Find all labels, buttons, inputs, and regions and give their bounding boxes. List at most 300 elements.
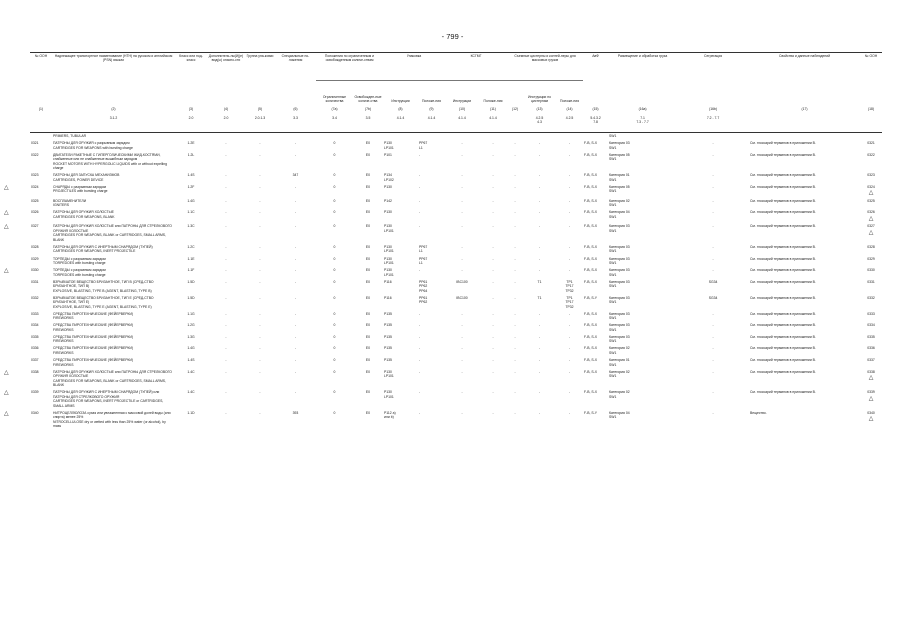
un-number-text: 0337 <box>31 358 39 363</box>
cell-ibc-instruction <box>445 279 479 295</box>
excepted-quantity-text: E0 <box>365 346 371 351</box>
cell-limited-quantity <box>316 267 353 279</box>
un-number-text: 0323 <box>31 173 39 178</box>
ems-code-text: F-B, S-X <box>584 268 598 273</box>
cell-stowage <box>608 133 677 141</box>
cell-special-provisions <box>275 357 316 369</box>
packing-instruction-text: P135 <box>384 334 392 339</box>
cell-un-number <box>30 345 52 357</box>
cell-un-number <box>30 295 52 311</box>
cell-properties <box>749 184 860 198</box>
cell-properties <box>749 334 860 346</box>
segregation-text: - <box>712 369 714 374</box>
cell-shipping-name <box>52 140 175 152</box>
cell-packing-instruction <box>383 311 421 323</box>
cell-subsidiary-hazard <box>207 184 245 198</box>
cell-tank-instruction <box>523 322 556 334</box>
cell-ibc-instruction <box>445 152 479 173</box>
cell-subsidiary-hazard <box>207 223 245 244</box>
stowage-text: Категория 03 SW1 <box>609 279 630 289</box>
hdr-un-number-right: № ООН <box>864 53 878 58</box>
stowage-text: Категория 04 SW1 <box>609 410 630 420</box>
excepted-quantity-text: E0 <box>365 210 371 215</box>
cell-excepted-quantity <box>353 223 383 244</box>
cell-special-provisions <box>275 223 316 244</box>
packing-instruction-text: P112 a) или b) <box>384 410 396 420</box>
tank-provision-text: - <box>568 358 571 363</box>
cell-shipping-name <box>52 322 175 334</box>
cell-un-number-right <box>860 209 882 223</box>
cell-packing-instruction <box>383 295 418 311</box>
cell-tank-instruction <box>523 184 556 198</box>
cell-stowage <box>608 198 677 210</box>
cell-properties <box>749 311 860 323</box>
segregation-text: - <box>712 210 714 215</box>
cell-special-provisions <box>275 369 316 390</box>
cell-packing-group <box>245 345 275 357</box>
change-marker-right-icon: △ <box>868 190 874 197</box>
col-12-text: - <box>514 279 516 284</box>
cell-un-number <box>30 133 52 141</box>
cell-shipping-name <box>52 345 175 357</box>
cell-ibc-instruction <box>445 334 479 346</box>
cell-col-12 <box>507 184 523 198</box>
cell-ems-code <box>583 357 608 369</box>
ibc-instruction-text: IBC100 <box>456 279 468 284</box>
un-number-right-text: 0332 <box>867 295 875 300</box>
cell-tank-provision <box>556 279 583 295</box>
table-row <box>30 334 882 346</box>
packing-instruction-text: P101 <box>384 152 392 157</box>
cell-packing-group <box>245 389 275 410</box>
table-row <box>30 345 882 357</box>
un-number-right-text: 0324 <box>867 184 875 189</box>
cell-un-number <box>30 311 52 323</box>
special-provisions-text: - <box>294 279 297 284</box>
cell-ibc-provision <box>479 223 507 244</box>
shipping-name-text: ВЗРЫВЧАТОЕ ВЕЩЕСТВО БРИЗАНТНОЕ, ТИП В (СРЕД-СТВО БРИЗАНТНОЕ, ТИП В) EXPLOSIVE, BLASTING, TYPE B (AGENT, BLASTING, TYPE B) <box>53 279 154 293</box>
cell-subsidiary-hazard <box>207 311 245 323</box>
cell-tank-instruction <box>523 133 556 141</box>
cell-special-provisions <box>275 244 316 256</box>
packing-group-text: - <box>259 334 261 339</box>
limited-quantity-text: 0 <box>333 279 336 284</box>
cell-shipping-name <box>52 133 175 141</box>
column-number: (2) <box>111 107 116 112</box>
cell-excepted-quantity <box>353 152 383 173</box>
cell-packing-provision <box>418 223 445 244</box>
tank-instruction-text: - <box>538 184 541 189</box>
table-row <box>30 322 882 334</box>
segregation-text: - <box>712 173 714 178</box>
cell-un-number <box>30 140 52 152</box>
table-row <box>30 223 882 244</box>
cell-tank-provision <box>556 223 583 244</box>
properties-text: См. глоссарий терминов в приложении B. <box>750 323 816 328</box>
cell-special-provisions <box>275 279 316 295</box>
packing-provision-text: PP67 L1 <box>419 141 428 150</box>
special-provisions-text: - <box>294 224 297 229</box>
cell-properties <box>749 267 860 279</box>
cell-ibc-provision <box>479 279 507 295</box>
cell-packing-instruction <box>383 133 418 141</box>
ibc-provision-text: - <box>492 173 494 178</box>
ems-code-text: F-B, S-X <box>584 334 598 339</box>
cell-subsidiary-hazard <box>207 322 245 334</box>
packing-instruction-text: P130 <box>384 210 392 215</box>
ems-code-text: F-B, S-X <box>584 323 598 328</box>
cell-packing-group <box>245 133 275 141</box>
packing-instruction-text: P130 LP101 <box>384 141 394 150</box>
cell-col-12 <box>507 410 523 431</box>
cell-col-12 <box>507 152 523 173</box>
cell-special-provisions <box>275 345 316 357</box>
un-number-right-text: 0339 <box>867 390 875 395</box>
cell-packing-provision <box>418 389 445 410</box>
cell-tank-provision <box>556 369 583 390</box>
column-number: (16a) <box>638 107 647 112</box>
column-number-row <box>30 104 882 115</box>
cell-limited-quantity <box>316 209 353 223</box>
change-marker-right-icon: △ <box>868 375 874 382</box>
cell-excepted-quantity <box>353 334 383 346</box>
excepted-quantity-text: E0 <box>365 198 371 203</box>
excepted-quantity-text: E0 <box>365 410 371 415</box>
class-text: 1.1D <box>187 410 195 415</box>
cell-limited-quantity <box>316 244 353 256</box>
change-marker-left-icon: △ <box>4 210 9 217</box>
tank-instruction-text: - <box>538 390 541 395</box>
cell-shipping-name <box>52 198 175 210</box>
cell-special-provisions <box>275 198 316 210</box>
cell-ibc-instruction <box>445 267 479 279</box>
ems-code-text: F-B, S-X <box>584 279 598 284</box>
shipping-name-text: ПАТРОНЫ ДЛЯ ЗАПУСКА МЕХАНИЗМОВ CARTRIDGES, POWER DEVICE <box>53 173 120 182</box>
packing-group-text: - <box>259 184 261 189</box>
class-text: 1.2C <box>187 244 195 249</box>
change-marker-left-icon: △ <box>4 410 9 417</box>
subsidiary-hazard-text: - <box>225 279 227 284</box>
cell-excepted-quantity <box>353 244 383 256</box>
cell-tank-instruction <box>523 345 556 357</box>
cell-stowage <box>608 357 677 369</box>
cell-ibc-instruction <box>445 172 479 184</box>
tank-provision-text: TP1 TP17 TP32 <box>565 295 574 309</box>
special-provisions-text: - <box>294 295 297 300</box>
cell-packing-provision <box>418 256 445 268</box>
cell-segregation <box>677 369 749 390</box>
table-body <box>4 133 882 431</box>
subsidiary-hazard-text: - <box>225 311 227 316</box>
shipping-name-text: СРЕДСТВА ПИРОТЕХНИЧЕСКИЕ (ФЕЙЕРВЕРКИ) FIREWORKS <box>53 323 134 332</box>
tank-instruction-text: - <box>538 224 541 229</box>
cell-special-provisions <box>275 172 316 184</box>
subsidiary-hazard-text: - <box>225 256 227 261</box>
special-provisions-text: - <box>294 244 297 249</box>
cell-ibc-provision <box>479 140 507 152</box>
cell-ems-code <box>583 140 608 152</box>
segregation-text: - <box>712 268 714 273</box>
cell-stowage <box>608 389 677 410</box>
tank-provision-text: - <box>568 141 571 146</box>
cell-tank-instruction <box>523 295 556 311</box>
ems-code-text: F-B, S-X <box>584 369 598 374</box>
cell-ibc-provision <box>479 322 507 334</box>
cell-segregation <box>677 140 749 152</box>
column-number: (4) <box>223 107 229 112</box>
shipping-name-text: ВЗРЫВЧАТОЕ ВЕЩЕСТВО БРИЗАНТНОЕ, ТИП Е (СРЕД-СТВО БРИЗАНТНОЕ, ТИП Е) EXPLOSIVE, BLASTING, TYPE E (AGENT, BLASTING, TYPE E) <box>53 295 154 309</box>
un-number-text: 0331 <box>31 279 39 284</box>
ibc-instruction-text: - <box>461 141 463 146</box>
cell-subsidiary-hazard <box>207 345 245 357</box>
properties-text: См. глоссарий терминов в приложении B. <box>750 390 816 395</box>
segregation-text: - <box>712 358 714 363</box>
table-header <box>30 53 882 133</box>
hdr-tank-provisions: Положе-ния <box>560 99 580 104</box>
cell-un-number <box>30 152 52 173</box>
class-text: 1.4G <box>187 198 195 203</box>
cell-un-number <box>30 322 52 334</box>
cell-stowage <box>608 279 677 295</box>
limited-quantity-text: 0 <box>333 244 336 249</box>
packing-provision-text: - <box>419 369 421 374</box>
packing-instruction-text: P116 <box>384 279 392 284</box>
stowage-text: Категория 03 SW1 <box>609 244 630 254</box>
cell-excepted-quantity <box>353 198 383 210</box>
cell-excepted-quantity <box>353 410 383 431</box>
subsidiary-hazard-text: - <box>225 358 227 363</box>
cell-properties <box>749 369 860 390</box>
cell-tank-provision <box>556 295 583 311</box>
cell-packing-group <box>245 357 275 369</box>
shipping-name-text: СРЕДСТВА ПИРОТЕХНИЧЕСКИЕ (ФЕЙЕРВЕРКИ) FIREWORKS <box>53 334 134 344</box>
cell-subsidiary-hazard <box>207 133 245 141</box>
cell-ibc-instruction <box>445 410 479 431</box>
cell-packing-group <box>245 223 275 244</box>
cell-excepted-quantity <box>353 267 383 279</box>
cell-stowage <box>608 172 677 184</box>
packing-group-text: - <box>259 244 261 249</box>
table-row <box>30 410 882 431</box>
un-number-right-text: 0322 <box>867 152 875 157</box>
cell-shipping-name <box>52 223 175 244</box>
hdr-excepted-qty: Освобожден-ные количе-ства <box>354 94 382 104</box>
table-row <box>30 152 882 173</box>
class-text: 1.1F <box>187 268 195 273</box>
cell-ems-code <box>583 311 608 323</box>
cell-ibc-provision <box>479 311 507 323</box>
cell-packing-instruction <box>383 223 421 244</box>
special-provisions-text: - <box>294 346 297 351</box>
un-number-text: 0334 <box>31 323 39 328</box>
ems-code-text: F-B, S-X <box>584 244 598 249</box>
cell-ems-code <box>583 279 608 295</box>
excepted-quantity-text: E0 <box>365 323 371 328</box>
ibc-provision-text: - <box>492 244 494 249</box>
cell-ibc-provision <box>479 152 507 173</box>
properties-text: См. глоссарий терминов в приложении B. <box>750 268 816 273</box>
cell-subsidiary-hazard <box>207 357 245 369</box>
un-number-text: 0340 <box>31 410 39 415</box>
cell-class <box>175 152 207 173</box>
cell-packing-provision <box>418 172 445 184</box>
cell-class <box>175 295 207 311</box>
cell-limited-quantity <box>316 295 353 311</box>
packing-provision-text: - <box>419 268 421 273</box>
col-12-text: - <box>514 268 516 273</box>
cell-shipping-name <box>52 295 175 311</box>
cell-col-12 <box>507 172 523 184</box>
packing-group-text: - <box>259 268 261 273</box>
hdr-pack-instructions: Инструкции <box>391 99 410 104</box>
cell-segregation <box>677 133 749 141</box>
ibc-instruction-text: - <box>461 224 463 229</box>
class-text: 1.4C <box>187 369 195 374</box>
cell-tank-provision <box>556 267 583 279</box>
column-number: (6) <box>293 107 298 112</box>
excepted-quantity-text: E0 <box>365 268 371 273</box>
cell-properties <box>749 410 860 431</box>
table-row <box>30 198 882 210</box>
tank-provision-text: - <box>568 224 571 229</box>
ibc-instruction-text: - <box>461 198 463 203</box>
cell-ibc-provision <box>479 357 507 369</box>
cell-shipping-name <box>52 334 175 346</box>
cell-packing-instruction <box>383 410 421 431</box>
packing-instruction-text: P130 LP101 <box>384 369 394 379</box>
limited-quantity-text: 0 <box>333 323 336 328</box>
cell-packing-instruction <box>383 184 421 198</box>
tank-provision-text: - <box>568 256 571 261</box>
class-text: 1.1G <box>187 311 195 316</box>
packing-group-text: - <box>259 323 261 328</box>
packing-group-text: - <box>259 256 261 261</box>
cell-packing-group <box>245 256 275 268</box>
table-row <box>30 172 882 184</box>
cell-un-number <box>4 209 52 223</box>
packing-group-text: - <box>259 224 261 229</box>
tank-instruction-text: - <box>538 141 541 146</box>
cell-col-12 <box>507 369 523 390</box>
cell-packing-provision <box>418 184 445 198</box>
cell-ibc-instruction <box>445 369 479 390</box>
change-marker-left-icon: △ <box>4 184 9 191</box>
cell-packing-group <box>245 140 275 152</box>
special-provisions-text: - <box>294 198 297 203</box>
stowage-text: Категория 02 SW1 <box>609 198 630 208</box>
packing-provision-text: - <box>419 358 421 363</box>
cell-properties <box>749 172 860 184</box>
cell-ibc-instruction <box>445 184 479 198</box>
cell-special-provisions <box>275 322 316 334</box>
cell-segregation <box>677 334 749 346</box>
shipping-name-text: ДВИГАТЕЛИ РАКЕТНЫЕ С ГИПЕРГОЛИЧЕСКИМИ ЖИД-КОСТЯМИ, снабженные или не снабженные вышибным зарядом ROCKET MOTORS WITH HYPERGOLIC LIQUIDS with or without expelling charge <box>53 152 168 171</box>
hdr-ibc: КСГМГ <box>445 53 507 81</box>
cell-packing-instruction <box>383 322 421 334</box>
cell-tank-provision <box>556 244 583 256</box>
cell-class <box>175 133 207 141</box>
cell-class <box>175 244 207 256</box>
cell-un-number-right <box>860 133 882 141</box>
stowage-text: Категория 03 SW1 <box>609 224 630 233</box>
col-12-text: - <box>514 323 516 328</box>
special-provisions-text: 347 <box>292 173 299 178</box>
ibc-instruction-text: - <box>461 323 463 328</box>
cell-subsidiary-hazard <box>207 369 245 390</box>
cell-ems-code <box>583 244 608 256</box>
stowage-text: Категория 03 SW1 <box>609 311 630 321</box>
un-number-right-text: 0330 <box>867 268 875 273</box>
subsidiary-hazard-text: - <box>225 268 227 273</box>
cell-ems-code <box>583 267 608 279</box>
limited-quantity-text: 0 <box>333 311 336 316</box>
ems-code-text: F-B, S-X <box>584 358 598 363</box>
cell-tank-instruction <box>523 209 556 223</box>
cell-col-12 <box>507 334 523 346</box>
subsidiary-hazard-text: - <box>225 346 227 351</box>
hdr-pack-provisions: Положе-ния <box>422 99 441 104</box>
cell-tank-provision <box>556 133 583 141</box>
cell-class <box>175 256 207 268</box>
excepted-quantity-text: E0 <box>365 244 371 249</box>
tank-provision-text: - <box>568 390 571 395</box>
properties-text: См. глоссарий терминов в приложении B. <box>750 369 816 374</box>
ibc-provision-text: - <box>492 369 494 374</box>
segregation-text: - <box>712 244 714 249</box>
cell-tank-provision <box>556 172 583 184</box>
ibc-provision-text: - <box>492 268 494 273</box>
cell-col-12 <box>507 345 523 357</box>
cell-properties <box>749 244 860 256</box>
column-number: (14) <box>566 107 573 112</box>
cell-special-provisions <box>275 410 316 431</box>
cell-col-12 <box>507 295 523 311</box>
special-provisions-text: - <box>294 334 297 339</box>
subsidiary-hazard-text: - <box>225 210 227 215</box>
col-12-text: - <box>514 369 516 374</box>
col-12-text: - <box>514 198 516 203</box>
limited-quantity-text: 0 <box>333 346 336 351</box>
cell-packing-group <box>245 334 275 346</box>
cell-packing-provision <box>418 334 445 346</box>
un-number-text: 0327 <box>31 224 39 229</box>
column-number: (9) <box>429 107 434 112</box>
subsidiary-hazard-text: - <box>225 390 227 395</box>
ems-code-text: F-B, S-X <box>584 184 598 189</box>
cell-packing-instruction <box>383 389 421 410</box>
stowage-text: Категория 03 SW1 <box>609 295 630 305</box>
table-row <box>30 209 882 223</box>
class-text: 1.4G <box>187 346 195 351</box>
segregation-text: - <box>712 334 714 339</box>
special-provisions-text: - <box>294 152 297 157</box>
cell-tank-instruction <box>523 140 556 152</box>
cell-col-12 <box>507 256 523 268</box>
tank-provision-text: TP1 TP17 TP32 <box>565 279 574 293</box>
class-text: 1.2E <box>187 141 195 146</box>
cell-packing-provision <box>418 295 445 311</box>
column-reference <box>749 115 860 133</box>
packing-group-text: - <box>259 390 261 395</box>
packing-provision-text: PP67 L1 <box>419 256 428 266</box>
col-12-text: - <box>514 358 516 363</box>
segregation-text: - <box>712 141 714 146</box>
cell-un-number-right <box>860 389 882 410</box>
properties-text: См. глоссарий терминов в приложении B. <box>750 224 816 229</box>
excepted-quantity-text: E0 <box>365 224 371 229</box>
cell-shipping-name <box>52 311 175 323</box>
cell-limited-quantity <box>316 198 353 210</box>
